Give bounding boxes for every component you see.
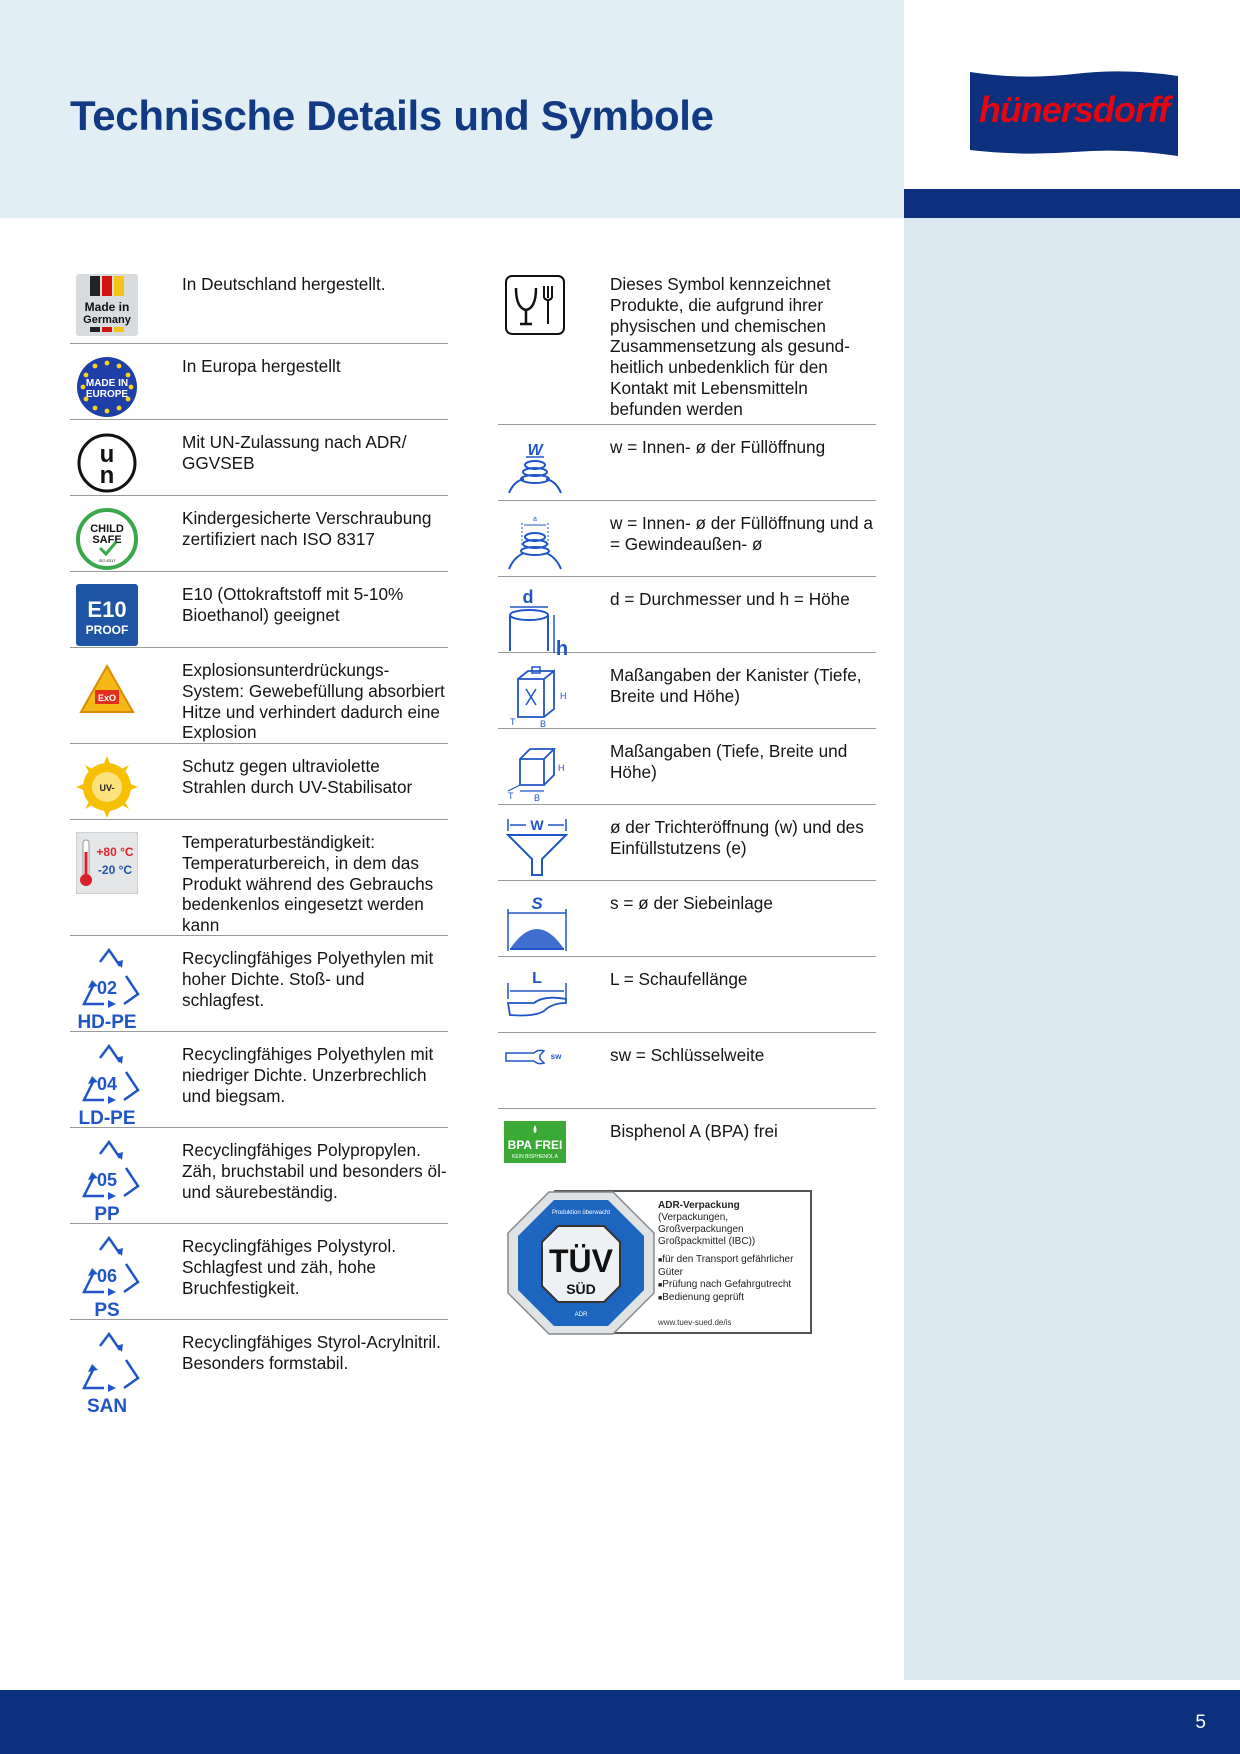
svg-text:HD-PE: HD-PE	[77, 1012, 137, 1033]
list-item	[70, 1128, 448, 1224]
list-item	[498, 805, 876, 881]
list-item	[70, 1032, 448, 1128]
recycling-san-icon	[76, 1332, 146, 1418]
list-item	[70, 420, 448, 496]
item-text: w = Innen- ø der Füllöffnung und a = Gewindeaußen- ø	[610, 513, 873, 554]
list-item	[498, 425, 876, 501]
svg-text:H: H	[560, 691, 567, 701]
list-item	[70, 820, 448, 936]
sieve-icon	[504, 893, 570, 955]
brand-logo	[970, 70, 1178, 156]
item-text: Schutz gegen ultraviolette Strahlen durch UV-Stabilisator	[182, 756, 413, 797]
list-item	[498, 1109, 876, 1189]
item-text: In Europa hergestellt	[182, 356, 341, 376]
svg-text:h: h	[555, 638, 569, 657]
svg-text:BPA FREI: BPA FREI	[507, 1138, 563, 1152]
diameter-height-icon	[504, 589, 570, 657]
svg-text:CHILD: CHILD	[90, 523, 124, 535]
svg-text:a: a	[533, 516, 537, 523]
item-text: Recyclingfähiges Polyethylen mit niedriger Dichte. Unzerbrechlich und biegsam.	[182, 1044, 434, 1106]
filler-opening-w-icon	[504, 437, 566, 499]
tuv-heading: ADR-Verpackung	[658, 1200, 740, 1211]
item-text: E10 (Ottokraftstoff mit 5-10% Bioethanol) geeignet	[182, 584, 404, 625]
item-text: sw = Schlüsselweite	[610, 1045, 765, 1065]
list-item	[70, 572, 448, 648]
svg-text:ExO: ExO	[97, 693, 117, 703]
list-item	[70, 936, 448, 1032]
temperature-icon	[76, 832, 138, 894]
svg-text:S: S	[531, 894, 543, 913]
item-text: w = Innen- ø der Füllöffnung	[610, 437, 826, 457]
canister-dimensions-icon	[504, 665, 570, 727]
svg-text:MADE IN: MADE IN	[85, 378, 129, 389]
svg-text:PP: PP	[94, 1204, 120, 1225]
svg-text:u: u	[99, 441, 115, 468]
list-item	[498, 577, 876, 657]
tuv-point: ■ Prüfung nach Gefahrgutrecht	[658, 1279, 810, 1292]
svg-text:n: n	[99, 462, 115, 489]
uv-protection-icon	[76, 756, 138, 818]
item-text: d = Durchmesser und h = Höhe	[610, 589, 850, 609]
svg-text:Made in: Made in	[84, 300, 130, 314]
svg-text:KEIN BISPHENOL A: KEIN BISPHENOL A	[512, 1154, 558, 1160]
tuv-points	[658, 1254, 810, 1305]
list-item	[498, 957, 876, 1033]
svg-text:+80 °C: +80 °C	[96, 845, 134, 859]
svg-text:L: L	[532, 970, 542, 987]
box-dimensions-icon	[504, 741, 570, 803]
tuv-certificate	[506, 1190, 814, 1336]
svg-text:SÜD: SÜD	[566, 1281, 596, 1297]
made-in-europe-icon	[76, 356, 138, 418]
item-text: Dieses Symbol kennzeichnet Produkte, die aufgrund ihrer physischen und chemischen Zusammensetzung als gesund-heitlich unbedenklich für den Kontakt mit Lebensmitteln befunden werden	[610, 274, 850, 419]
recycling-hdpe-icon	[76, 948, 146, 1034]
svg-text:UV-: UV-	[99, 783, 115, 793]
list-item	[498, 262, 876, 425]
svg-text:H: H	[558, 763, 565, 773]
svg-text:04: 04	[96, 1074, 118, 1094]
page-title: Technische Details und Symbole	[70, 92, 714, 139]
item-text: Kindergesicherte Verschraubung zertifiziert nach ISO 8317	[182, 508, 432, 549]
item-text: s = ø der Siebeinlage	[610, 893, 773, 913]
svg-text:E10: E10	[87, 597, 127, 622]
svg-text:SAFE: SAFE	[92, 534, 122, 546]
side-panel	[904, 218, 1240, 1680]
item-text: Recyclingfähiges Polystyrol. Schlagfest und zäh, hohe Bruchfestigkeit.	[182, 1236, 396, 1298]
item-text: L = Schaufellänge	[610, 969, 748, 989]
tuv-text	[658, 1200, 810, 1305]
svg-text:EUROPE: EUROPE	[85, 389, 129, 400]
tuv-point: ■ für den Transport gefährlicher Güter	[658, 1254, 810, 1279]
svg-text:-20 °C: -20 °C	[97, 863, 133, 877]
svg-text:W: W	[530, 817, 544, 833]
svg-text:Germany: Germany	[83, 314, 131, 326]
page-number: 5	[1195, 1712, 1206, 1733]
bpa-free-icon	[504, 1121, 566, 1163]
svg-text:T: T	[510, 717, 516, 727]
item-text: Recyclingfähiges Polyethylen mit hoher Dichte. Stoß- und schlagfest.	[182, 948, 434, 1010]
recycling-pp-icon	[76, 1140, 146, 1226]
tuv-sud-icon	[506, 1190, 656, 1336]
list-item	[70, 1320, 448, 1416]
svg-text:B: B	[534, 793, 541, 803]
list-item	[70, 496, 448, 572]
item-text: ø der Trichteröffnung (w) und des Einfüllstutzens (e)	[610, 817, 864, 858]
food-safe-icon	[504, 274, 566, 336]
item-text: In Deutschland hergestellt.	[182, 274, 386, 294]
item-text: Maßangaben der Kanister (Tiefe, Breite und Höhe)	[610, 665, 862, 706]
svg-text:d: d	[522, 589, 534, 607]
list-item	[70, 1224, 448, 1320]
list-item	[70, 344, 448, 420]
item-text: Explosionsunterdrückungs-System: Gewebefüllung absorbiert Hitze und verhindert dadurch eine Explosion	[182, 660, 445, 743]
footer-bar	[0, 1690, 1240, 1754]
list-item	[70, 744, 448, 820]
item-text: Bisphenol A (BPA) frei	[610, 1121, 778, 1141]
svg-text:PS: PS	[94, 1300, 120, 1321]
item-text: Recyclingfähiges Polypropylen. Zäh, bruchstabil und besonders öl- und säurebeständig.	[182, 1140, 447, 1202]
svg-text:PROOF: PROOF	[85, 623, 129, 637]
item-text: Maßangaben (Tiefe, Breite und Höhe)	[610, 741, 848, 782]
svg-text:05: 05	[96, 1170, 118, 1190]
svg-text:SAN: SAN	[86, 1396, 128, 1417]
list-item	[70, 648, 448, 744]
left-symbol-list	[70, 262, 448, 1416]
svg-text:T: T	[508, 791, 514, 801]
recycling-ldpe-icon	[76, 1044, 146, 1130]
logo-text: hünersdorff	[978, 89, 1170, 130]
side-accent-bar	[904, 189, 1240, 218]
right-symbol-list	[498, 262, 876, 1189]
tuv-url: www.tuev-sued.de/is	[658, 1318, 732, 1327]
scoop-length-icon	[504, 969, 570, 1031]
list-item	[498, 653, 876, 729]
explosion-suppression-icon	[76, 660, 138, 722]
child-safe-icon	[76, 508, 138, 570]
list-item	[498, 881, 876, 957]
wrench-size-icon	[504, 1045, 570, 1075]
list-item	[498, 501, 876, 577]
svg-text:B: B	[540, 719, 547, 727]
item-text: Mit UN-Zulassung nach ADR/ GGVSEB	[182, 432, 407, 473]
svg-text:sw: sw	[550, 1052, 562, 1061]
svg-text:Produktion überwacht: Produktion überwacht	[551, 1210, 611, 1216]
tuv-point: ■ Bedienung geprüft	[658, 1292, 810, 1305]
filler-opening-wa-icon	[504, 513, 566, 575]
svg-text:LD-PE: LD-PE	[78, 1108, 136, 1129]
item-text: Recyclingfähiges Styrol-Acrylnitril. Besonders formstabil.	[182, 1332, 441, 1373]
funnel-icon	[504, 817, 570, 879]
recycling-ps-icon	[76, 1236, 146, 1322]
list-item	[70, 262, 448, 344]
svg-text:06: 06	[96, 1266, 118, 1286]
svg-text:W: W	[527, 442, 543, 459]
e10-proof-icon	[76, 584, 138, 646]
list-item	[498, 729, 876, 805]
svg-text:ADR: ADR	[574, 1312, 588, 1318]
list-item	[498, 1033, 876, 1109]
svg-text:ISO 8317: ISO 8317	[98, 558, 116, 563]
un-approval-icon	[76, 432, 138, 494]
item-text: Temperaturbeständigkeit: Temperaturbereich, in dem das Produkt während des Gebrauchs bedenkenlos eingesetzt werden kann	[182, 832, 434, 936]
svg-text:TÜV: TÜV	[549, 1243, 613, 1279]
made-in-germany-icon	[76, 274, 138, 336]
svg-text:02: 02	[96, 978, 118, 998]
tuv-subheading: (Verpackungen, Großverpackungen Großpackmittel (IBC))	[658, 1212, 756, 1247]
